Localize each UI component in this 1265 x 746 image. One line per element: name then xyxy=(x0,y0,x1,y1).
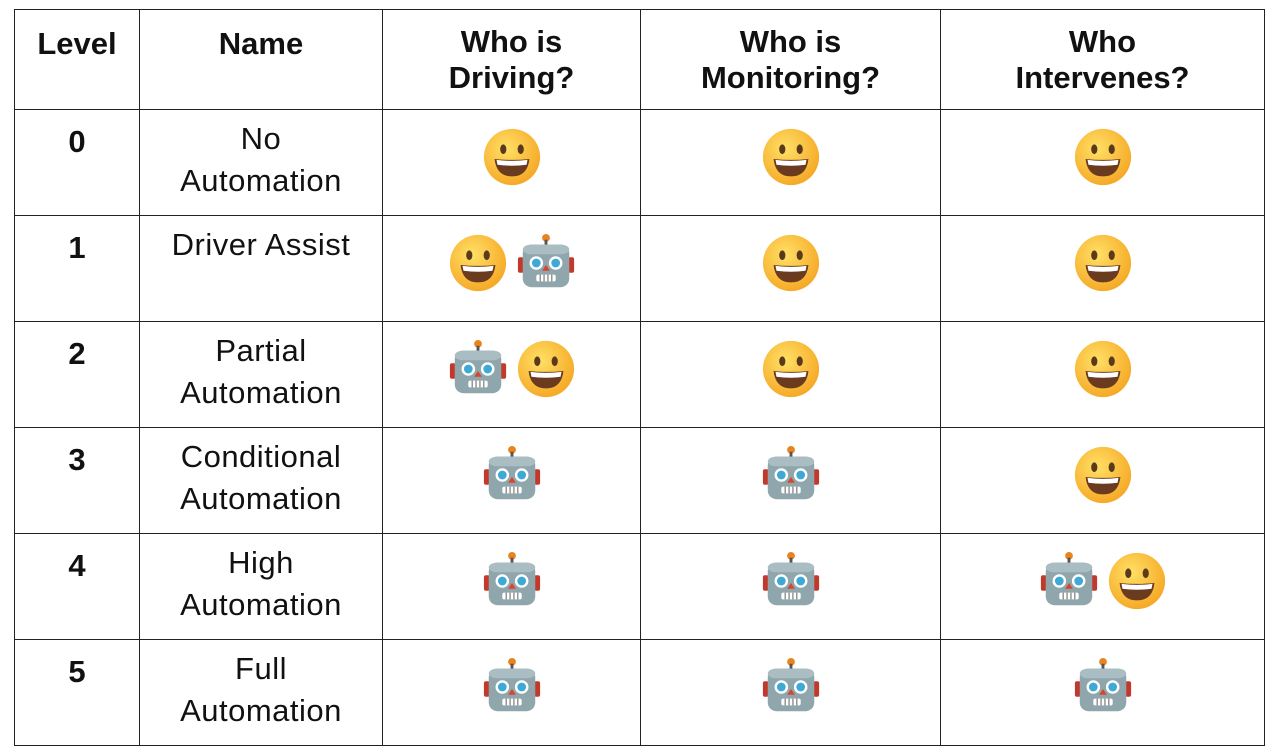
robot-face-icon xyxy=(481,656,543,718)
level-cell: 0 xyxy=(15,110,140,216)
header-monitoring: Who is Monitoring? xyxy=(641,10,941,110)
robot-face-icon xyxy=(1038,550,1100,612)
monitoring-cell xyxy=(641,216,941,322)
intervenes-cell xyxy=(941,322,1265,428)
robot-face-icon xyxy=(760,444,822,506)
level-cell: 3 xyxy=(15,428,140,534)
robot-face-icon xyxy=(515,232,577,294)
table-row xyxy=(15,216,1265,322)
smiley-face-icon xyxy=(760,126,822,188)
robot-face-icon xyxy=(481,444,543,506)
smiley-face-icon xyxy=(1072,232,1134,294)
smiley-face-icon xyxy=(447,232,509,294)
automation-levels-table xyxy=(14,9,1265,746)
table-row xyxy=(15,322,1265,428)
smiley-face-icon xyxy=(515,338,577,400)
name-cell: Driver Assist xyxy=(140,216,383,322)
robot-face-icon xyxy=(760,550,822,612)
intervenes-cell xyxy=(941,534,1265,640)
intervenes-cell xyxy=(941,110,1265,216)
smiley-face-icon xyxy=(1106,550,1168,612)
robot-face-icon xyxy=(760,656,822,718)
table-row xyxy=(15,534,1265,640)
driving-cell xyxy=(383,322,641,428)
table-row xyxy=(15,110,1265,216)
monitoring-cell xyxy=(641,428,941,534)
level-cell: 2 xyxy=(15,322,140,428)
intervenes-cell xyxy=(941,216,1265,322)
name-cell: Full Automation xyxy=(140,640,383,746)
robot-face-icon xyxy=(481,550,543,612)
level-cell: 1 xyxy=(15,216,140,322)
header-level: Level xyxy=(15,10,140,110)
header-row xyxy=(15,10,1265,110)
intervenes-cell xyxy=(941,640,1265,746)
smiley-face-icon xyxy=(1072,444,1134,506)
smiley-face-icon xyxy=(481,126,543,188)
monitoring-cell xyxy=(641,534,941,640)
driving-cell xyxy=(383,428,641,534)
driving-cell xyxy=(383,640,641,746)
name-cell: High Automation xyxy=(140,534,383,640)
driving-cell xyxy=(383,534,641,640)
monitoring-cell xyxy=(641,640,941,746)
monitoring-cell xyxy=(641,110,941,216)
level-cell: 4 xyxy=(15,534,140,640)
monitoring-cell xyxy=(641,322,941,428)
name-cell: Conditional Automation xyxy=(140,428,383,534)
smiley-face-icon xyxy=(760,338,822,400)
smiley-face-icon xyxy=(1072,338,1134,400)
smiley-face-icon xyxy=(1072,126,1134,188)
driving-cell xyxy=(383,216,641,322)
driving-cell xyxy=(383,110,641,216)
name-cell: Partial Automation xyxy=(140,322,383,428)
table-row xyxy=(15,640,1265,746)
robot-face-icon xyxy=(447,338,509,400)
table-row xyxy=(15,428,1265,534)
intervenes-cell xyxy=(941,428,1265,534)
header-intervenes: Who Intervenes? xyxy=(941,10,1265,110)
smiley-face-icon xyxy=(760,232,822,294)
name-cell: No Automation xyxy=(140,110,383,216)
header-driving: Who is Driving? xyxy=(383,10,641,110)
level-cell: 5 xyxy=(15,640,140,746)
robot-face-icon xyxy=(1072,656,1134,718)
header-name: Name xyxy=(140,10,383,110)
